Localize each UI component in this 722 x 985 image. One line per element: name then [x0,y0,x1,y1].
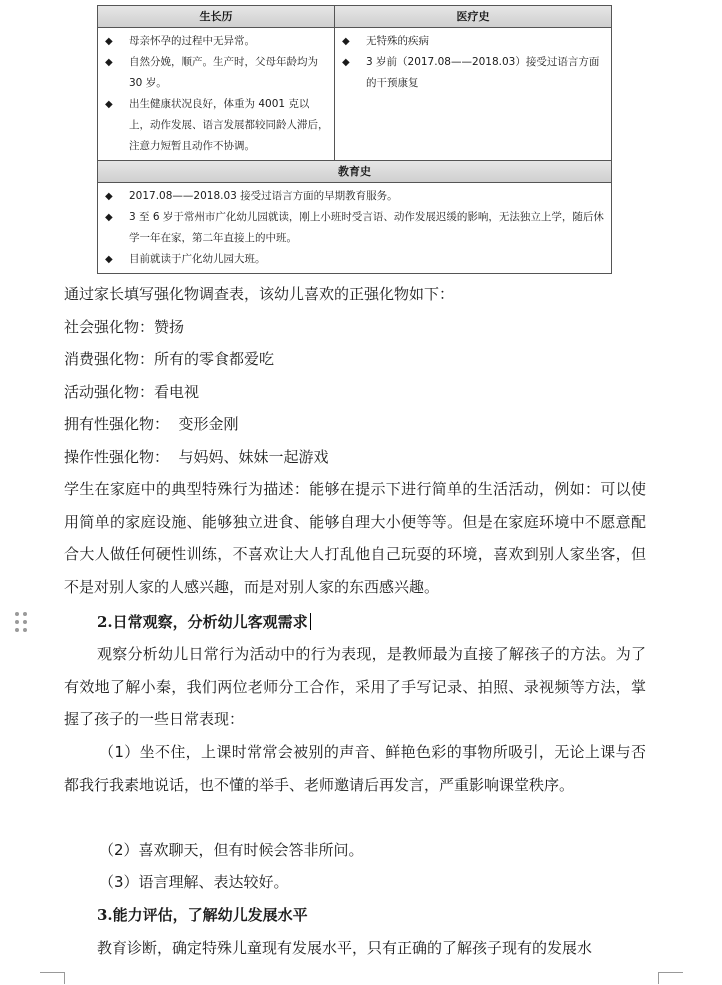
observation-item-2: （2）喜欢聊天，但有时候会答非所问。 [99,841,364,859]
medical-history-item-text: 3 岁前（2017.08——2018.03）接受过语言方面的干预康复 [366,56,600,89]
page-corner-mark-left-top [40,972,65,985]
medical-history-item [342,31,607,52]
activity-reinforcer: 活动强化物：看电视 [64,383,200,401]
growth-history-item [105,31,330,52]
growth-history-list [98,28,334,160]
education-history-item [105,249,607,270]
section-heading-2-text: 2.日常观察，分析幼儿客观需求 [97,613,308,631]
behavior-description: 学生在家庭中的典型特殊行为描述：能够在提示下进行简单的生活活动，例如：可以使用简单的家庭设施、能够独立进食、能够自理大小便等等。但是在家庭环境中不愿意配合大人做任何硬性训练，不喜欢让大人打乱他自己玩耍的环境，喜欢到别人家坐客，但不是对别人家的人感兴趣，而是对别人家的东西感兴趣。 [64,480,646,596]
text-cursor [310,613,311,630]
bullet-diamond-icon: ◆ [342,36,350,47]
education-history-item [105,207,607,249]
growth-history-item [105,52,330,94]
page-corner-mark-right-top [658,972,683,985]
education-history-header: 教育史 [98,160,611,183]
bullet-diamond-icon: ◆ [105,191,113,202]
bullet-diamond-icon: ◆ [105,212,113,223]
medical-history-header: 医疗史 [335,6,611,28]
observation-item-3: （3）语言理解、表达较好。 [99,873,289,891]
bullet-diamond-icon: ◆ [105,99,113,110]
manipulative-reinforcer: 操作性强化物： 与妈妈、妹妹一起游戏 [64,448,329,466]
medical-history-item [342,52,607,94]
education-history-item-text: 3 至 6 岁于常州市广化幼儿园就读，刚上小班时受言语、动作发展迟缓的影响，无法独立上学，随后休学一年在家，第二年直接上的中班。 [129,211,604,244]
growth-history-column [98,6,335,160]
bullet-diamond-icon: ◆ [105,57,113,68]
consumable-reinforcer: 消费强化物：所有的零食都爱吃 [64,350,275,368]
bullet-diamond-icon: ◆ [105,36,113,47]
section-heading-3: 3.能力评估，了解幼儿发展水平 [97,906,308,924]
education-history-item-text: 2017.08——2018.03 接受过语言方面的早期教育服务。 [129,190,398,202]
background-info-table [97,5,612,274]
survey-intro: 通过家长填写强化物调查表，该幼儿喜欢的正强化物如下： [64,285,455,303]
observation-paragraph: 观察分析幼儿日常行为活动中的行为表现，是教师最为直接了解孩子的方法。为了有效地了解小秦，我们两位老师分工合作，采用了手写记录、拍照、录视频等方法，掌握了孩子的一些日常表现： [64,645,646,728]
possession-reinforcer: 拥有性强化物： 变形金刚 [64,415,239,433]
growth-history-item [105,94,330,157]
education-history-list [98,183,611,273]
social-reinforcer: 社会强化物：赞扬 [64,318,185,336]
bullet-diamond-icon: ◆ [342,57,350,68]
medical-history-column [335,6,611,160]
section-heading-2[interactable] [97,606,311,639]
medical-history-item-text: 无特殊的疾病 [366,35,429,47]
bullet-diamond-icon: ◆ [105,254,113,265]
observation-item-1: （1）坐不住，上课时常常会被别的声音、鲜艳色彩的事物所吸引，无论上课与否都我行我素地说话，也不懂的举手、老师邀请后再发言，严重影响课堂秩序。 [64,743,646,794]
assessment-paragraph: 教育诊断，确定特殊儿童现有发展水平，只有正确的了解孩子现有的发展水 [97,939,593,957]
growth-history-item-text: 母亲怀孕的过程中无异常。 [129,35,255,47]
growth-history-item-text: 出生健康状况良好，体重为 4001 克以上，动作发展、语言发展都较同龄人滞后，注意力短暂且动作不协调。 [129,98,329,152]
education-history-item [105,186,607,207]
medical-history-list [335,28,611,97]
drag-handle-icon[interactable] [15,612,29,634]
growth-history-header: 生长历 [98,6,334,28]
education-history-item-text: 目前就读于广化幼儿园大班。 [129,253,266,265]
growth-history-item-text: 自然分娩，顺产。生产时，父母年龄均为 30 岁。 [129,56,318,89]
